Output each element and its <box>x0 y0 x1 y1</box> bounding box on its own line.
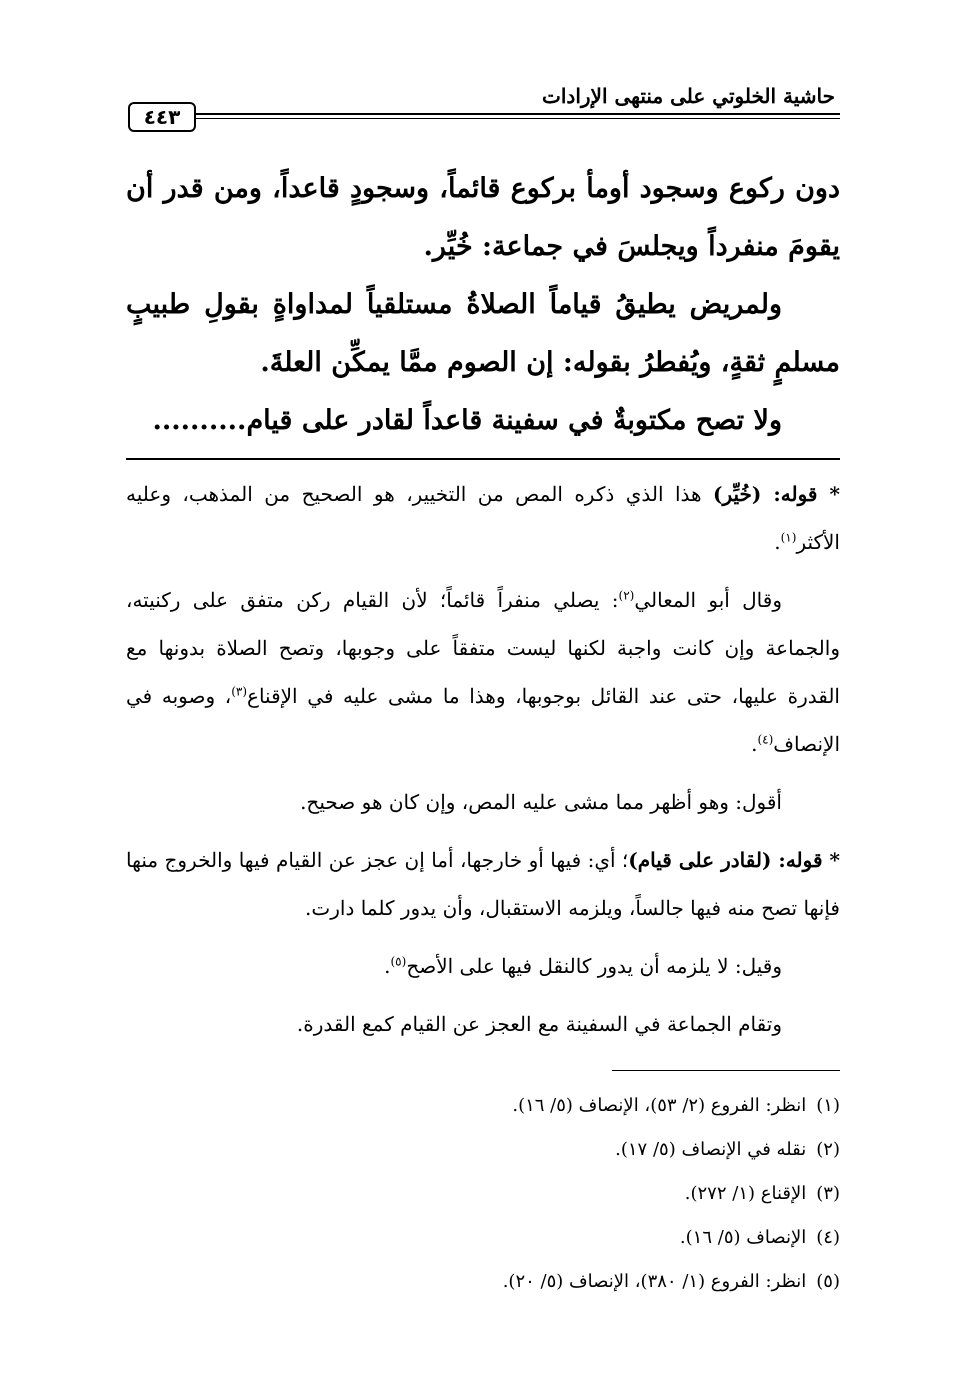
footnote-text: نقله في الإنصاف (٥/ ١٧). <box>615 1139 807 1160</box>
commentary-1-body: هذا الذي ذكره المص من التخيير، هو الصحيح من المذهب، وعليه الأكثر <box>126 482 840 554</box>
continuation-dots: .......... <box>152 405 247 436</box>
footnotes <box>280 1084 840 1304</box>
page-number-box: ٤٤٣ <box>128 102 196 132</box>
commentary-paragraph-5 <box>126 942 840 990</box>
main-text <box>126 160 840 450</box>
commentary-5-end: . <box>384 954 391 978</box>
commentary-heading-2: * قوله: (لقادر على قيام) <box>628 848 840 872</box>
footnote-ref-5: (٥) <box>390 954 407 969</box>
main-paragraph-2: ولمريض يطيقُ قياماً الصلاةُ مستلقياً لمداواةٍ بقولِ طبيبٍ مسلمٍ ثقةٍ، ويُفطرُ بقوله: إن الصوم ممَّا يمكِّن العلةَ. <box>126 289 840 378</box>
footnote-number: (٢) <box>816 1139 840 1160</box>
commentary-paragraph-1 <box>126 470 840 566</box>
footnote-ref-1: (١) <box>780 530 797 545</box>
commentary-5-body: وقيل: لا يلزمه أن يدور كالنقل فيها على الأصح <box>406 954 782 978</box>
footnote-number: (٥) <box>816 1271 840 1292</box>
footnote-number: (١) <box>816 1095 840 1116</box>
footnote-4 <box>280 1216 840 1260</box>
commentary-2-end: . <box>751 732 758 756</box>
footnote-divider <box>612 1070 840 1071</box>
text-commentary-divider <box>126 458 840 460</box>
commentary-paragraph-2 <box>126 576 840 768</box>
commentary-paragraph-6: وتقام الجماعة في السفينة مع العجز عن القيام كمع القدرة. <box>296 1012 782 1036</box>
footnote-text: الإقناع (١/ ٢٧٢). <box>684 1183 807 1204</box>
commentary-text <box>126 470 840 1048</box>
footnote-number: (٣) <box>816 1183 840 1204</box>
commentary-4-body: ؛ أي: فيها أو خارجها، أما إن عجز عن القيام فيها والخروج منها فإنها تصح منه فيها جالساً، ويلزمه الاستقبال، وأن يدور كلما دارت. <box>126 848 840 920</box>
commentary-2-part-c: ، وصوبه في الإنصاف <box>126 684 840 756</box>
footnote-text: انظر: الفروع (٢/ ٥٣)، الإنصاف (٥/ ١٦). <box>512 1095 807 1116</box>
footnote-2 <box>280 1128 840 1172</box>
footnote-ref-2: (٢) <box>618 588 635 603</box>
commentary-1-end: . <box>774 530 781 554</box>
footnote-5 <box>280 1260 840 1304</box>
commentary-paragraph-4 <box>126 836 840 932</box>
commentary-2-part-a: وقال أبو المعالي <box>634 588 782 612</box>
footnote-text: انظر: الفروع (١/ ٣٨٠)، الإنصاف (٥/ ٢٠). <box>502 1271 807 1292</box>
main-paragraph-3 <box>126 392 840 450</box>
commentary-paragraph-3: أقول: وهو أظهر مما مشى عليه المص، وإن كان هو صحيح. <box>300 790 782 814</box>
commentary-2-part-b: : يصلي منفراً قائماً؛ لأن القيام ركن متفق على ركنيته، والجماعة وإن كانت واجبة لكنها ليست متفقاً على وجوبها، وتصح الصلاة بدونها مع القدرة عليها، حتى عند القائل بوجوبها، وهذا ما مشى عليه في الإقناع <box>126 588 840 708</box>
footnote-ref-4: (٤) <box>757 732 774 747</box>
commentary-heading-1: * قوله: (خُيِّر) <box>713 482 841 506</box>
footnote-3 <box>280 1172 840 1216</box>
main-paragraph-1: دون ركوع وسجود أومأ بركوع قائماً، وسجودٍ قاعداً، ومن قدر أن يقومَ منفرداً ويجلسَ في جماعة: خُيِّر. <box>126 173 840 262</box>
header-rule-thin <box>196 118 840 119</box>
header-rule <box>196 113 840 115</box>
footnote-text: الإنصاف (٥/ ١٦). <box>679 1227 807 1248</box>
main-paragraph-3-text: ولا تصح مكتوبةٌ في سفينة قاعداً لقادر على قيام <box>246 405 782 436</box>
footnote-number: (٤) <box>816 1227 840 1248</box>
running-header-title: حاشية الخلوتي على منتهى الإرادات <box>542 84 835 108</box>
footnote-1 <box>280 1084 840 1128</box>
footnote-ref-3: (٣) <box>231 684 248 699</box>
